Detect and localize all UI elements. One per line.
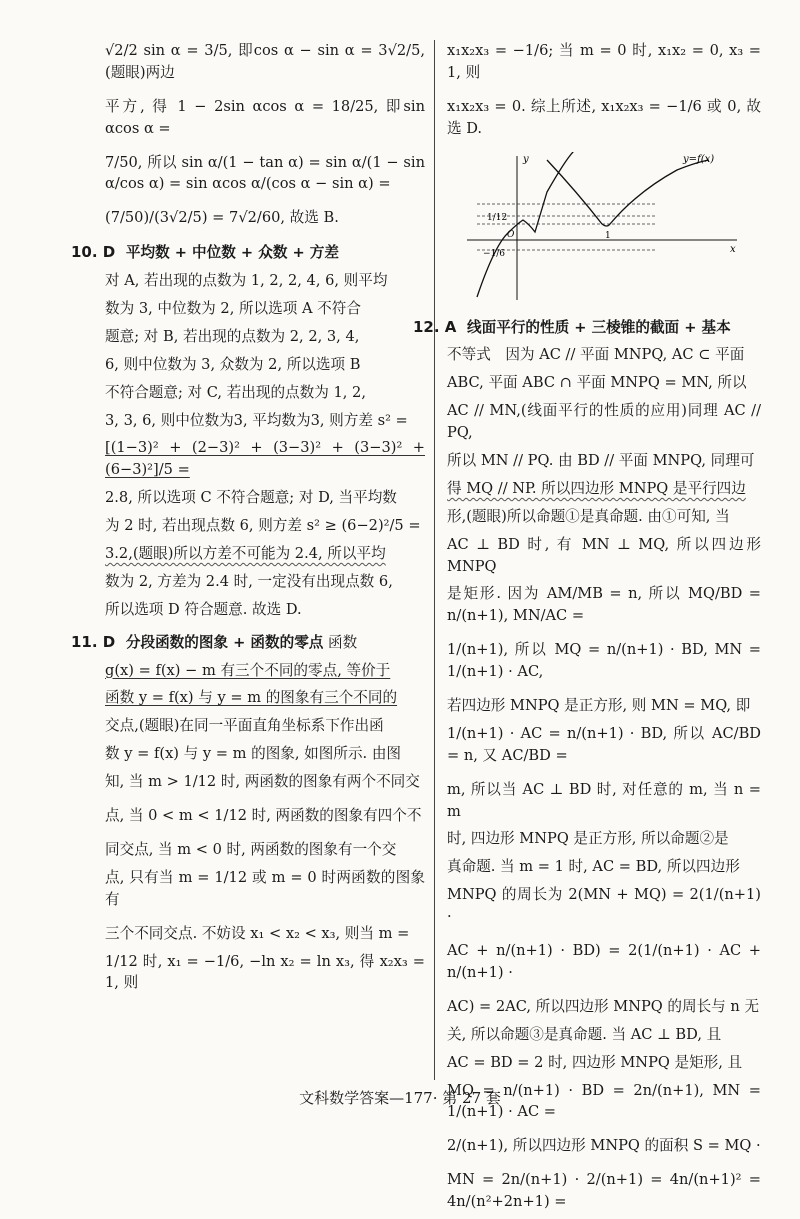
function-graph [447,152,747,302]
q12-line: AC = BD = 2 时, 四边形 MNPQ 是矩形, 且 [447,1053,743,1071]
q12-number: 12. A [413,317,457,336]
graph-svg [447,152,747,302]
curve-label: y=f(x) [683,153,715,165]
q10-line: 3, 3, 6, 则中位数为3, 平均数为3, 则方差 s² = [105,411,408,429]
right-column [413,40,761,1219]
q12-line: 关, 所以命题③是真命题. 当 AC ⊥ BD, 且 [447,1025,722,1043]
q10-line: 6, 则中位数为 3, 众数为 2, 所以选项 B [105,355,361,373]
q11-cont-line-1: x₁x₂x₃ = −1/6; 当 m = 0 时, x₁x₂ = 0, x₃ = 1, 则 [447,42,761,81]
q10-tag: 平均数 + 中位数 + 众数 + 方差 [125,244,339,262]
q11-line: 交点,(题眼)在同一平面直角坐标系下作出函 [105,717,384,735]
q11-line: g(x) = f(x) − m 有三个不同的零点, 等价于 [105,661,391,679]
q10-number: 10. D [71,243,116,262]
q12-tag: 线面平行的性质 + 三棱锥的截面 + 基本 [467,318,731,336]
q10-line: 题意; 对 B, 若出现的点数为 2, 2, 3, 4, [105,327,360,345]
column-divider [434,40,435,1080]
page-footer: 文科数学答案—177· 第 27 套 [299,1089,501,1107]
q12-line: m, 所以当 AC ⊥ BD 时, 对任意的 m, 当 n = m [447,780,761,820]
q10-variance-formula: [(1−3)² + (2−3)² + (3−3)² + (3−3)² + (6−3)²]/5 = [105,439,425,479]
q11-number: 11. D [71,632,116,651]
q10-line: 2.8, 所以选项 C 不符合题意; 对 D, 当平均数 [105,489,397,507]
q11-tag: 分段函数的图象 + 函数的零点 [125,633,324,651]
y-axis-label: y [523,153,529,165]
q12-line: MQ = n/(n+1) · BD = 2n/(n+1), MN = 1/(n+1) · AC = [447,1081,761,1121]
q12-line: 形,(题眼)所以命题①是真命题. 由①可知, 当 [447,507,730,525]
q12-line: 1/(n+1), 所以 MQ = n/(n+1) · BD, MN = 1/(n+1) · AC, [447,641,761,681]
left-column [71,40,425,1000]
q9-cont-line-3: 7/50, 所以 sin α/(1 − tan α) = sin α/(1 − sin α/cos α) = sin αcos α/(cos α − sin α) = [105,153,425,193]
q9-cont-line-1: √2/2 sin α = 3/5, 即cos α − sin α = 3√2/5,(题眼)两边 [105,42,425,81]
q11-line: 点, 当 0 < m < 1/12 时, 两函数的图象有四个不 [105,807,422,825]
x-axis-label: x [730,243,736,255]
q12-line: 是矩形. 因为 AM/MB = n, 所以 MQ/BD = n/(n+1), MN/AC = [447,585,761,625]
q10-line: 数为 2, 方差为 2.4 时, 一定没有出现点数 6, [105,572,393,590]
q12-line: AC) = 2AC, 所以四边形 MNPQ 的周长与 n 无 [447,997,760,1015]
q10-line: 不符合题意; 对 C, 若出现的点数为 1, 2, [105,383,366,401]
q11-line: 点, 只有当 m = 1/12 或 m = 0 时两函数的图象有 [105,868,425,908]
q12-line: 所以 MN // PQ. 由 BD // 平面 MNPQ, 同理可 [447,452,755,470]
q11-line: 函数 y = f(x) 与 y = m 的图象有三个不同的 [105,689,398,707]
q10-line: 所以选项 D 符合题意. 故选 D. [105,600,302,618]
q11-line: 同交点, 当 m < 0 时, 两函数的图象有一个交 [105,840,397,858]
q12-line: 2/(n+1), 所以四边形 MNPQ 的面积 S = MQ · [447,1137,761,1155]
q11-line: 1/12 时, x₁ = −1/6, −ln x₂ = ln x₃, 得 x₂x₃ = 1, 则 [105,952,425,992]
q10-line: 对 A, 若出现的点数为 1, 2, 2, 4, 6, 则平均 [105,272,388,290]
q11-line: 函数 [328,633,358,651]
q12-key-line: 得 MQ // NP. 所以四边形 MNPQ 是平行四边 [447,479,746,497]
q10-line: 为 2 时, 若出现点数 6, 则方差 s² ≥ (6−2)²/5 = [105,517,421,535]
q12-line: AC ⊥ BD 时, 有 MN ⊥ MQ, 所以四边形 MNPQ [447,535,761,575]
q12-line: AC + n/(n+1) · BD) = 2(1/(n+1) · AC + n/(n+1) · [447,942,761,981]
q12-line: MN = 2n/(n+1) · 2/(n+1) = 4n/(n+1)² = 4n/(n²+2n+1) = [447,1171,761,1211]
q11-cont-line-2: x₁x₂x₃ = 0. 综上所述, x₁x₂x₃ = −1/6 或 0, 故选 D. [447,97,761,137]
q9-cont-line-4: (7/50)/(3√2/5) = 7√2/60, 故选 B. [105,209,339,227]
q10-line: 数为 3, 中位数为 2, 所以选项 A 不符合 [105,300,361,318]
q12-line: MNPQ 的周长为 2(MN + MQ) = 2(1/(n+1) · [447,886,761,926]
q10-key-line: 3.2,(题眼)所以方差不可能为 2.4, 所以平均 [105,545,386,563]
tick-1-12: 1/12 [487,212,508,223]
tick-neg-1-6: −1/6 [483,248,506,259]
q12-line: 真命题. 当 m = 1 时, AC = BD, 所以四边形 [447,858,740,876]
q12-line: AC // MN,(线面平行的性质的应用)同理 AC // PQ, [447,402,761,442]
q9-cont-line-2: 平方, 得 1 − 2sin αcos α = 18/25, 即sin αcos α = [105,97,425,137]
q11-line: 知, 当 m > 1/12 时, 两函数的图象有两个不同交 [105,773,420,791]
q10-block [71,241,425,620]
q12-line: 若四边形 MNPQ 是正方形, 则 MN = MQ, 即 [447,697,751,715]
origin-label: O [507,229,515,240]
q12-block [413,316,761,1213]
q11-block [71,631,425,995]
q11-line: 数 y = f(x) 与 y = m 的图象, 如图所示. 由图 [105,745,402,763]
x-tick-1: 1 [605,230,611,241]
q12-line: 时, 四边形 MNPQ 是正方形, 所以命题②是 [447,830,729,848]
q11-line: 三个不同交点. 不妨设 x₁ < x₂ < x₃, 则当 m = [105,924,410,942]
q12-line: ABC, 平面 ABC ∩ 平面 MNPQ = MN, 所以 [447,374,747,392]
q12-line: 不等式 因为 AC // 平面 MNPQ, AC ⊂ 平面 [447,346,745,364]
q12-line: 1/(n+1) · AC = n/(n+1) · BD, 所以 AC/BD = n, 又 AC/BD = [447,724,761,764]
